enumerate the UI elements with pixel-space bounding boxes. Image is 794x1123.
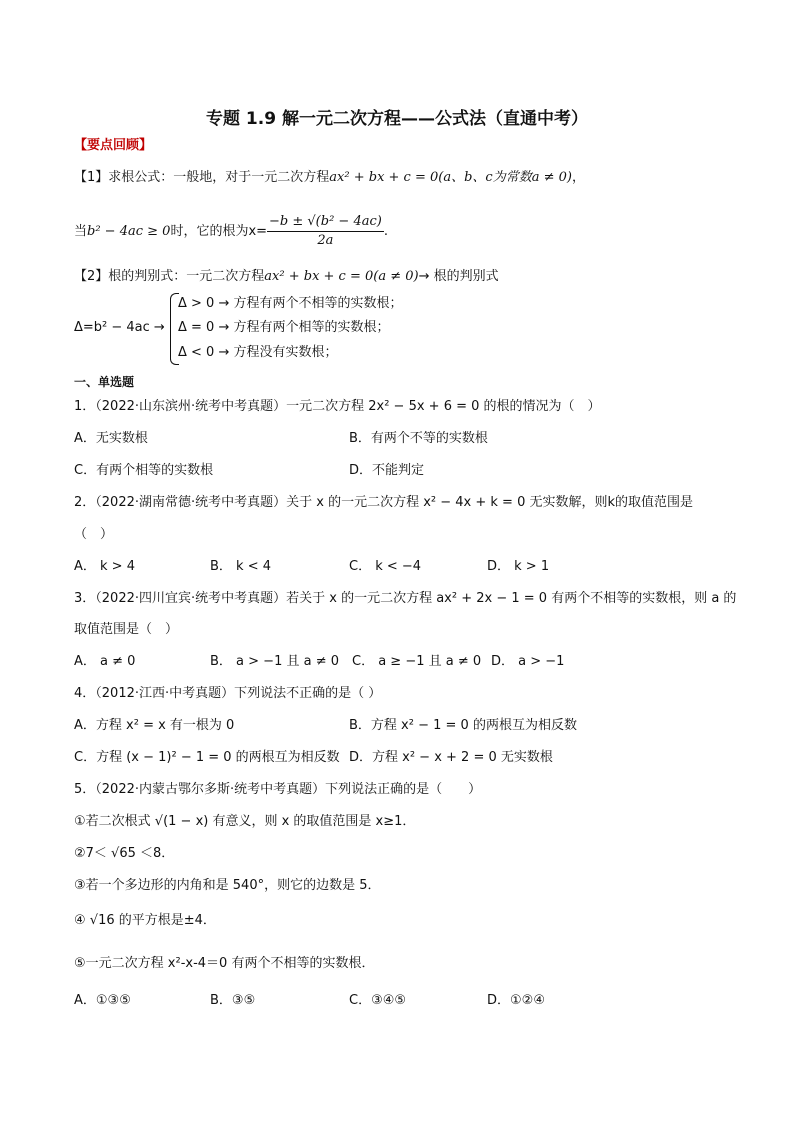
question-5-statement-1: ①若二次根式 √(1 − x) 有意义，则 x 的取值范围是 x≥1． [74,814,416,829]
formula-paragraph [74,169,585,187]
section-heading: 一、单选题 [74,375,135,389]
question-5-option-d: D．①②④ [487,993,545,1008]
discriminant-tail: → 根的判别式 [418,269,499,284]
question-2-stem-cont: （ ） [74,527,114,542]
question-3-stem: 3．（2022·四川宜宾·统考中考真题）若关于 x 的一元二次方程 ax² + 2x − 1 = 0 有两个不相等的实数根，则 a 的 [74,591,737,606]
page-title: 专题 1.9 解一元二次方程——公式法（直通中考） [206,109,588,129]
question-3-option-b: B． a > −1 且 a ≠ 0 [210,654,339,669]
root-numerator: −b ± √(b² − 4ac) [267,213,384,232]
question-1-stem: 1．（2022·山东滨州·统考中考真题）一元二次方程 2x² − 5x + 6 = 0 的根的情况为（ ） [74,399,601,414]
question-1-option-d: D．不能判定 [349,463,425,478]
question-5-statement-5: ⑤一元二次方程 x²-x-4＝0 有两个不相等的实数根． [74,956,375,971]
root-condition: b² − 4ac ≥ 0 [87,224,171,239]
review-heading: 【要点回顾】 [74,138,153,153]
delta-case-zero: Δ = 0 → 方程有两个相等的实数根； [178,320,390,335]
question-5-option-b: B．③⑤ [210,993,256,1008]
question-2-option-c: C． k < −4 [349,559,422,574]
question-4-option-a: A．方程 x² = x 有一根为 0 [74,718,235,733]
question-5-option-a: A．①③⑤ [74,993,131,1008]
question-1-option-c: C．有两个相等的实数根 [74,463,214,478]
question-3-option-c: C． a ≥ −1 且 a ≠ 0 [352,654,482,669]
question-3-option-d: D． a > −1 [491,654,565,669]
question-4-option-b: B．方程 x² − 1 = 0 的两根互为相反数 [349,718,577,733]
formula-text: 求根公式：一般地，对于一元二次方程 [108,170,330,185]
question-3-stem-cont: 取值范围是（ ） [74,622,179,637]
root-end: . [383,224,388,239]
question-5-statement-2: ②7＜ √65 ＜8． [74,846,175,861]
question-3-option-a: A． a ≠ 0 [74,654,136,669]
question-5-stem: 5．（2022·内蒙古鄂尔多斯·统考中考真题）下列说法正确的是（ ） [74,782,482,797]
delta-case-negative: Δ < 0 → 方程没有实数根； [178,345,338,360]
delta-case-positive: Δ > 0 → 方程有两个不相等的实数根； [178,296,403,311]
formula-equation: ax² + bx + c = 0(a、b、c为常数a ≠ 0) [329,170,572,185]
question-2-option-d: D． k > 1 [487,559,550,574]
question-4-option-d: D．方程 x² − x + 2 = 0 无实数根 [349,750,553,765]
discriminant-label: 【2】 [74,269,109,284]
discriminant-paragraph [74,268,499,286]
question-2-option-b: B． k < 4 [210,559,272,574]
question-5-option-c: C．③④⑤ [349,993,407,1008]
root-mid: 时，它的根为x= [170,224,268,239]
root-formula-line [74,212,388,252]
question-1-option-b: B．有两个不等的实数根 [349,431,488,446]
root-fraction [267,213,384,250]
question-2-option-a: A． k > 4 [74,559,135,574]
delta-lhs: Δ=b² − 4ac → [74,320,165,335]
question-2-stem: 2．（2022·湖南常德·统考中考真题）关于 x 的一元二次方程 x² − 4x + k = 0 无实数解，则k的取值范围是 [74,495,694,510]
question-5-statement-4: ④ √16 的平方根是±4． [74,913,216,928]
question-5-statement-3: ③若一个多边形的内角和是 540°，则它的边数是 5． [74,878,381,893]
formula-tail: ， [571,170,585,185]
discriminant-equation: ax² + bx + c = 0(a ≠ 0) [264,269,419,284]
root-denominator: 2a [317,233,334,248]
question-4-stem: 4．（2012·江西·中考真题）下列说法不正确的是（ ） [74,686,382,701]
root-pre: 当 [74,224,88,239]
question-4-option-c: C．方程 (x − 1)² − 1 = 0 的两根互为相反数 [74,750,340,765]
discriminant-text: 根的判别式：一元二次方程 [108,269,265,284]
question-1-option-a: A．无实数根 [74,431,148,446]
formula-label: 【1】 [74,170,109,185]
